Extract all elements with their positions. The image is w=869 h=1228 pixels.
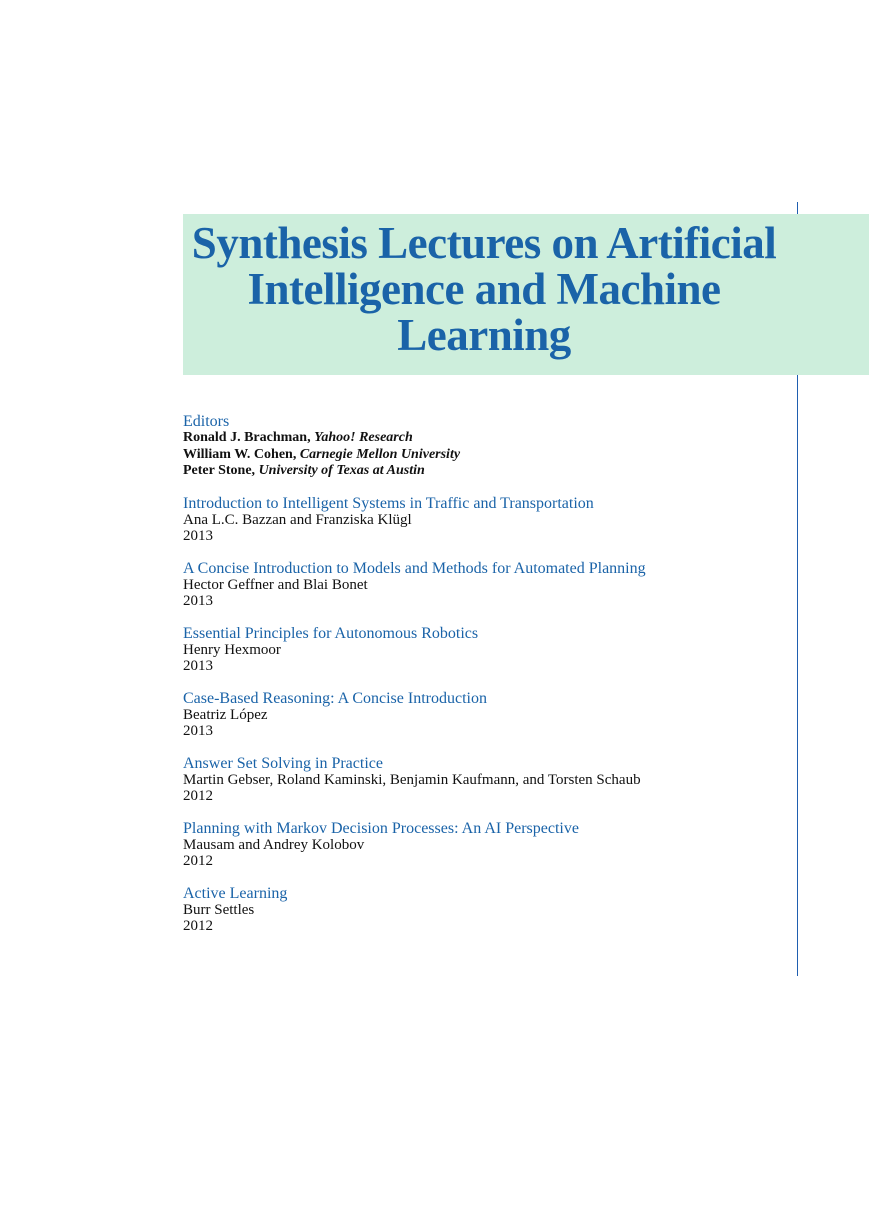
editor-affiliation: University of Texas at Austin	[258, 463, 425, 478]
book-title: Case-Based Reasoning: A Concise Introduction	[183, 689, 487, 707]
book-title: Introduction to Intelligent Systems in Traffic and Transportation	[183, 494, 594, 512]
book-year: 2012	[183, 788, 213, 804]
editor-entry	[183, 447, 793, 464]
book-entry	[183, 755, 793, 805]
book-year: 2013	[183, 528, 213, 544]
book-title: Active Learning	[183, 884, 288, 902]
book-year: 2013	[183, 658, 213, 674]
book-entry	[183, 820, 793, 870]
book-authors: Mausam and Andrey Kolobov	[183, 836, 365, 853]
book-year: 2012	[183, 918, 213, 934]
page-content	[183, 413, 793, 950]
book-entry	[183, 690, 793, 740]
book-year: 2013	[183, 723, 213, 739]
book-title: A Concise Introduction to Models and Methods for Automated Planning	[183, 559, 646, 577]
editor-entry	[183, 430, 793, 447]
book-authors: Ana L.C. Bazzan and Franziska Klügl	[183, 511, 412, 528]
book-entry	[183, 560, 793, 610]
book-title: Planning with Markov Decision Processes: An AI Perspective	[183, 819, 579, 837]
book-authors: Beatriz López	[183, 706, 268, 723]
editor-name: Ronald J. Brachman,	[183, 430, 311, 445]
book-authors: Burr Settles	[183, 901, 255, 918]
book-entry	[183, 885, 793, 935]
book-title: Essential Principles for Autonomous Robotics	[183, 624, 479, 642]
editor-entry	[183, 463, 793, 480]
editor-affiliation: Carnegie Mellon University	[299, 446, 461, 462]
editor-name: Peter Stone,	[183, 463, 256, 478]
book-year: 2013	[183, 593, 213, 609]
book-authors: Henry Hexmoor	[183, 641, 281, 658]
editor-affiliation: Yahoo! Research	[314, 430, 413, 445]
editor-name: William W. Cohen,	[183, 446, 297, 462]
book-entry	[183, 625, 793, 675]
book-title: Answer Set Solving in Practice	[183, 754, 383, 772]
book-authors: Martin Gebser, Roland Kaminski, Benjamin Kaufmann, and Torsten Schaub	[183, 771, 641, 788]
series-title: Synthesis Lectures on Artificial Intelligence and Machine Learning	[191, 218, 777, 360]
book-authors: Hector Geffner and Blai Bonet	[183, 576, 368, 593]
book-entry	[183, 495, 793, 545]
editors-block	[183, 413, 793, 480]
editors-heading: Editors	[183, 413, 230, 430]
book-year: 2012	[183, 853, 213, 869]
